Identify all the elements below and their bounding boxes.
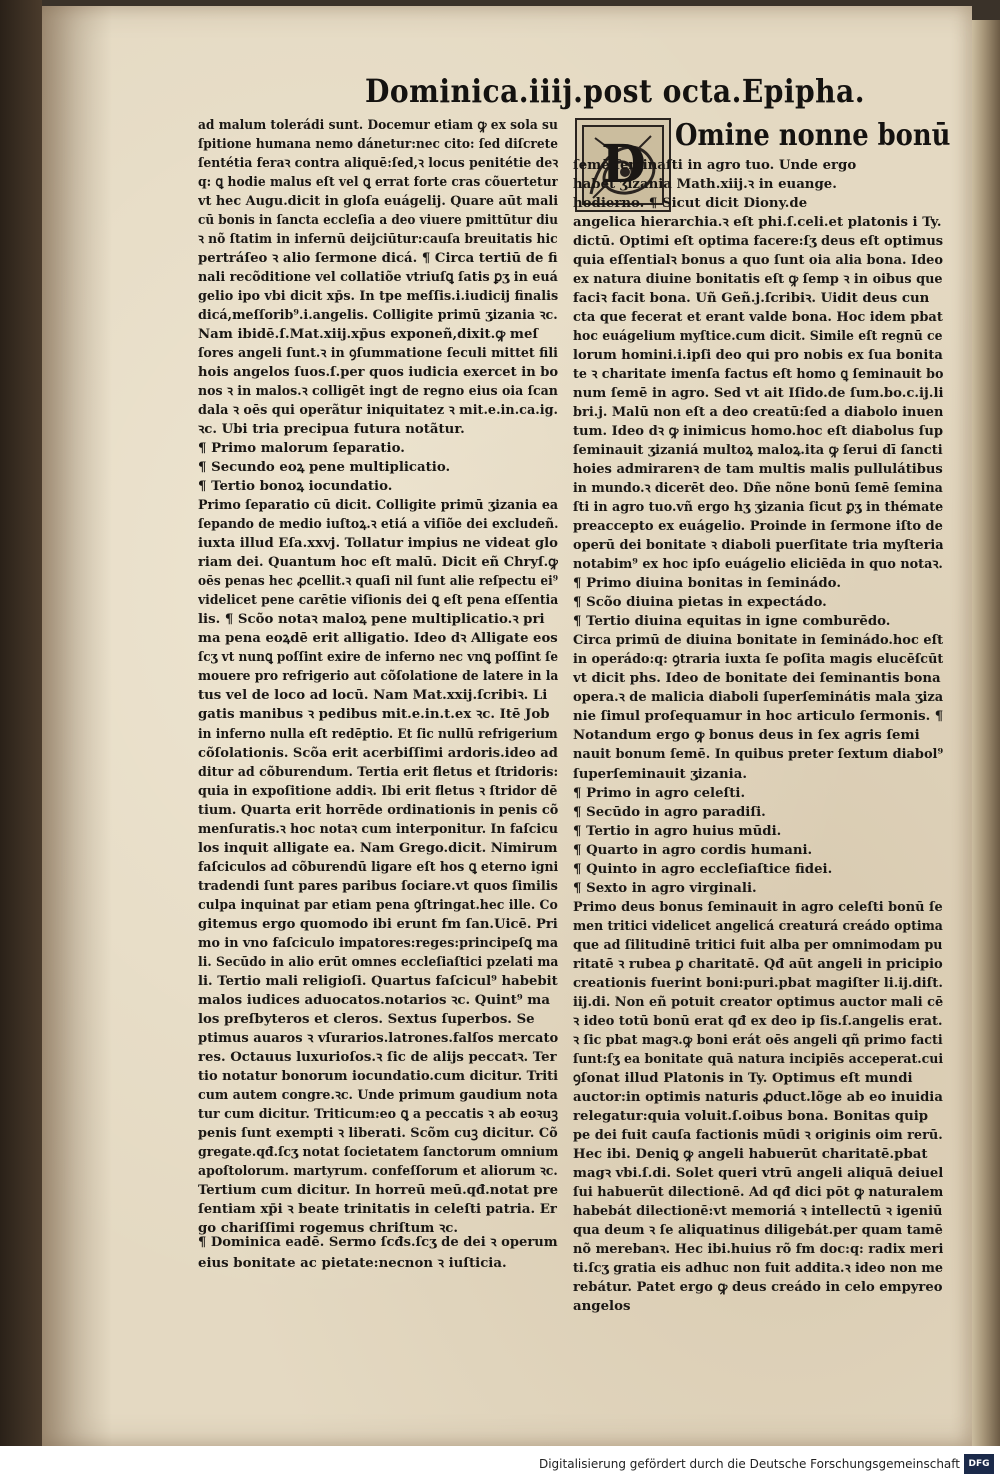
paragraph-mark-line: ¶ Tertio in agro huius mūdi.	[573, 823, 782, 839]
funding-credit: Digitalisierung gefördert durch die Deutsche Forschungsgemeinschaft	[538, 1457, 960, 1471]
text-line: los inquit alligate ea. Nam Grego.dicit. Nimirum	[198, 840, 558, 856]
text-line: preaccepto ex euágelio. Proinde in ſermone iſto de	[573, 519, 943, 535]
text-line: gatis manibus ꝛ pedibus mit.e.in.t.ex ꝛc. Itē Job	[198, 707, 550, 723]
text-line: faciꝛ facit bona. Uñ Geñ.j.ſcribiꝛ. Uidit deus cun	[573, 291, 930, 307]
text-line: dictū. Optimi eſt optima facere:ſʒ deus eſt optimus	[573, 234, 943, 250]
text-line: ad malum tolerádi sunt. Docemur etiam ꝙ ex sola su	[198, 118, 558, 133]
text-line: ſemē ſeminaſti in agro tuo. Unde ergo	[573, 158, 857, 173]
paragraph-mark-line: ¶ Primo diuina bonitas in ſeminádo.	[573, 576, 841, 592]
text-line: bri.j. Malū non eſt a deo creatū:ſed a diabolo inuen	[573, 405, 943, 421]
text-line: relegatur:quia voluit.ſ.oibus bona. Bonitas quip	[573, 1108, 929, 1124]
text-line: in mundo.ꝛ dicerēt deo. Dñe nõne bonū ſemē ſemina	[573, 481, 943, 497]
running-header: Dominica.iiij.post octa.Epipha.	[365, 72, 865, 110]
paragraph-mark-line: ¶ Secūdo in agro paradiſi.	[573, 804, 766, 820]
text-line: in operádo:q: ꝯtraria iuxta ſe poſita magis elucēſcūt	[573, 652, 944, 668]
book-gutter-shadow	[0, 0, 42, 1446]
text-line: lis. ¶ Scõo notaꝛ maloꝝ pene multiplicatio.ꝛ pri	[198, 612, 545, 628]
text-line: dicá,meſſorib⁹.i.angelis. Colligite primū ʒizania ꝛc.	[198, 308, 558, 324]
paragraph-mark-line: ¶ Sexto in agro virginali.	[573, 880, 757, 896]
text-line: ſuperſeminauit ʒizania.	[573, 766, 747, 782]
text-line: ſepando de medio iuſtoꝝ.ꝛ etiá a viſiõe dei excludeñ.	[198, 517, 559, 533]
opening-words: Omine nonne bonū	[675, 118, 951, 153]
text-line: ditur ad cõburendum. Tertia erit fletus et ſtridoris:	[198, 764, 559, 780]
text-line: ſores angeli ſunt.ꝛ in ꝯſummatione ſeculi mittet fili	[198, 346, 558, 362]
text-line: Primo deus bonus ſeminauit in agro celeſti bonū ſe	[573, 899, 943, 915]
text-line: magꝛ vbi.ſ.di. Solet queri vtrū angeli aliquā deiuel	[573, 1165, 944, 1181]
text-line: ritatē ꝛ rubea ꝑ charitatē. Qđ aūt angeli in pricipio	[573, 956, 943, 972]
text-line: malos iudices aduocatos.notarios ꝛc. Quint⁹ ma	[198, 992, 550, 1008]
text-line: Circa primū de diuina bonitate in ſeminádo.hoc eſt	[573, 633, 944, 649]
page-fold-shadow	[42, 6, 112, 1446]
page-stack-edge	[972, 20, 1000, 1446]
text-line: videlicet pene carētie viſionis dei ꝗ eſt pena eſſentia	[198, 593, 559, 609]
text-line: gregate.qđ.ſcʒ notat ſocietatem ſanctorum omnium	[198, 1144, 559, 1160]
text-line: men tritici videlicet angelicá creaturá creádo optima	[573, 918, 943, 934]
dfg-logo-icon: DFG	[964, 1454, 994, 1474]
paragraph-mark-line: ¶ Quarto in agro cordis humani.	[573, 842, 813, 858]
text-line: dala ꝛ oēs qui operãtur iniquitatez ꝛ mit.e.in.ca.ig.	[198, 403, 559, 419]
left-text-column	[198, 116, 558, 1238]
text-line: quia in expoſitione addiꝛ. Ibi erit fletus ꝛ ſtridor dē	[198, 783, 558, 799]
digitization-footer	[0, 1446, 1000, 1483]
text-line: quia eſſentialꝛ bonus a quo ſunt oia alia bona. Ideo	[573, 253, 944, 269]
text-line: Nam ibidē.ſ.Mat.xiij.xp̄us exponeñ,dixit.ꝙ meſ	[198, 327, 539, 343]
text-line: oēs penas hec ꝓcellit.ꝛ quaſi nil ſunt alie reſpectu ei⁹	[198, 574, 559, 590]
text-line: tium. Quarta erit horrēde ordinationis in penis cõ	[198, 802, 558, 818]
paragraph-mark-line: ¶ Tertio bonoꝝ iocundatio.	[198, 479, 393, 495]
text-line: rebátur. Patet ergo ꝙ deus creádo in celo empyreo	[573, 1279, 943, 1295]
text-line: cta que fecerat et erant valde bona. Hoc idem pbat	[573, 310, 943, 326]
text-line: te ꝛ charitate imenſa factus eſt homo ꝗ ſeminauit bo	[573, 367, 944, 383]
text-line: pe dei fuit cauſa factionis mūdi ꝛ originis oim rerū.	[573, 1127, 943, 1143]
text-line: ꝛc. Ubi tria precipua futura notãtur.	[198, 422, 465, 438]
text-line: iuxta illud Eſa.xxvj. Tollatur impius ne videat glo	[198, 536, 558, 552]
closing-rubric	[198, 1232, 558, 1274]
text-line: iij.di. Non eñ potuit creator optimus auctor mali cē	[573, 994, 944, 1010]
text-line: Primo ſeparatio cū dicit. Colligite primū ʒizania ea	[198, 498, 559, 514]
text-line: tur cum dicitur. Triticum:eo ꝗ a peccatis ꝛ ab eoꝛuꝫ	[198, 1106, 558, 1122]
text-line: lorum homini.i.ipſi deo qui pro nobis ex ſua bonita	[573, 348, 943, 364]
text-line: ptimus auaros ꝛ vſurarios.latrones.falſos mercato	[198, 1030, 559, 1046]
text-line: auctor:in optimis naturis ꝓduct.lõge ab eo inuidia	[573, 1089, 943, 1105]
text-line: in inferno nulla eſt redēptio. Et ſic nullū refrigerium	[198, 726, 558, 742]
text-line: hoies admirarenꝛ de tam multis malis pullulátibus	[573, 462, 943, 478]
text-line: cum autem congre.ꝛc. Unde primum gaudium nota	[198, 1087, 558, 1103]
text-line: tum. Ideo dꝛ ꝙ inimicus homo.hoc eſt diabolus ſup	[573, 424, 944, 440]
text-line: ſti in agro tuo.vñ ergo hʒ ʒizania ſicut ꝑʒ in thémate	[573, 500, 944, 516]
paragraph-mark-line: ¶ Primo malorum ſeparatio.	[198, 441, 405, 457]
text-line: operū dei bonitate ꝛ diaboli puerſitate tria myſteria	[573, 538, 944, 554]
text-line: ſpitione humana nemo dánetur:nec cito: ſed diſcrete	[198, 137, 558, 153]
paragraph-mark-line: ¶ Secundo eoꝝ pene multiplicatio.	[198, 460, 451, 476]
text-line: vt hec Augu.dicit in gloſa euágelij. Quare aūt mali	[198, 194, 558, 210]
text-line: gitemus ergo quomodo ibi erunt fm ſan.Uicē. Pri	[198, 916, 558, 932]
text-line: ꝛ ſic pbat magꝛ.ꝙ boni erát oēs angeli qñ primo facti	[573, 1032, 943, 1048]
text-line: habebát dilectionē:vt memoriá ꝛ intellectū ꝛ igeniū	[573, 1203, 943, 1219]
right-text-column	[573, 156, 943, 1316]
text-line: Notandum ergo ꝙ bonus deus in ſex agris ſemi	[573, 728, 920, 744]
text-line: vt dicit phs. Ideo de bonitate dei ſeminantis bona	[573, 671, 941, 687]
text-line: penis ſunt exempti ꝛ liberati. Scõm cuꝫ dicitur. Cõ	[198, 1125, 558, 1141]
text-line: go chariſſimi rogemus chriſtum ꝛc.	[198, 1220, 459, 1236]
rubric-line: ¶ Dominica eadē. Sermo ſcđs.ſcʒ de dei ꝛ operum	[198, 1235, 558, 1250]
text-line: ꝛ ideo totū bonū erat qđ ex deo ip ſis.ſ.angelis erat.	[573, 1013, 943, 1029]
text-line: num ſemē in agro. Sed vt ait Iſido.de ſum.bo.c.ij.li	[573, 386, 944, 402]
text-line: ꝯſonat illud Platonis in Ty. Optimus eſt mundi	[573, 1070, 913, 1086]
text-line: pertráſeo ꝛ alio ſermone dicá. ¶ Circa tertiū de fi	[198, 251, 558, 267]
text-line: li. Secūdo in alio erūt omnes eccleſiaſtici pzelati ma	[198, 954, 559, 970]
text-line: res. Octauus luxurioſos.ꝛ ſic de alijs peccatꝛ. Ter	[198, 1049, 557, 1065]
text-line: qua deum ꝛ ſe aliquatinus diligebát.per quam tamē	[573, 1222, 943, 1238]
text-line: cū bonis in ſancta eccleſia a deo viuere pmittūtur diu	[198, 213, 558, 229]
svg-text:D: D	[601, 134, 647, 195]
text-line: cõſolationis. Scõa erit acerbiſſimi ardoris.ideo ad	[198, 745, 558, 761]
text-line: ꝛ nõ ſtatim in infernū deijciūtur:cauſa breuitatis hic	[198, 232, 558, 248]
text-line: faſciculos ad cõburendū ligare eſt hos ꝗ eterno igni	[198, 859, 559, 875]
text-line: hodierno. ¶ Sicut dicit Diony.de	[573, 196, 808, 212]
text-line: nauit bonum ſemē. In quibus preter ſextum diabol⁹	[573, 747, 943, 763]
text-line: nie ſimul proſequamur in hoc articulo ſermonis. ¶	[573, 709, 944, 725]
text-line: angelos	[573, 1298, 631, 1314]
text-line: los preſbyteros et cleros. Sextus ſuperbos. Se	[198, 1011, 535, 1027]
text-line: tradendi ſunt pares paribus ſociare.vt quos ſimilis	[198, 878, 558, 894]
text-line: ſeminauit ʒizaniá multoꝝ maloꝝ.ita ꝙ ſerui dī ſancti	[573, 443, 943, 459]
text-line: angelica hierarchia.ꝛ eſt phi.ſ.celi.et platonis i Ty.	[573, 215, 942, 231]
paragraph-mark-line: ¶ Primo in agro celeſti.	[573, 785, 746, 801]
text-line: nali recõditione vel collatiõe vtriuſꝗ ſatis ꝑʒ in euá	[198, 270, 558, 286]
paragraph-mark-line: ¶ Scõo diuina pietas in expectádo.	[573, 595, 827, 611]
text-line: ma pena eoꝝdē erit alligatio. Ideo dꝛ Alligate eos	[198, 631, 558, 647]
text-line: notabim⁹ ex hoc ipſo euágelio eliciēda in quo notaꝛ.	[573, 557, 943, 573]
rubric-line: eius bonitate ac pietate:necnon ꝛ iuſticia.	[198, 1256, 507, 1271]
paragraph-mark-line: ¶ Quinto in agro eccleſiaſtice fidei.	[573, 861, 833, 877]
text-line: ex natura diuine bonitatis eſt ꝙ ſemp ꝛ in oibus que	[573, 272, 943, 288]
text-line: ſui habuerūt dilectionē. Ad qđ dici pōt ꝙ naturalem	[573, 1184, 944, 1200]
text-line: ſcʒ vt nunꝗ poſſint exire de inferno nec vnꝗ poſſint ſe	[198, 650, 558, 666]
text-line: apoſtolorum. martyrum. confeſſorum et aliorum ꝛc.	[198, 1163, 558, 1179]
text-line: creationis fuerint boni:puri.pbat magiſter li.ij.diſt.	[573, 975, 943, 991]
text-line: que ad ſilitudinē tritici fuit alba per omnimodam pu	[573, 937, 943, 953]
text-line: hoc euágelium myſtice.cum dicit. Simile eſt regnū ce	[573, 329, 943, 345]
text-line: nõ merebanꝛ. Hec ibi.huius rõ fm doc:q: radix meri	[573, 1241, 944, 1257]
paragraph-mark-line: ¶ Tertio diuina equitas in igne comburēdo.	[573, 614, 891, 630]
text-line: li. Tertio mali religioſi. Quartus faſcicul⁹ habebit	[198, 973, 558, 989]
text-line: culpa inquinat par etiam pena ꝯſtringat.hec ille. Co	[198, 897, 558, 913]
text-line: hois angelos ſuos.ſ.per quos iudicia exercet in bo	[198, 365, 559, 381]
text-line: ſunt:ſʒ ea bonitate quā natura incipiēs acceperat.cui	[573, 1051, 944, 1067]
text-line: ti.ſcʒ gratia eis adhuc non fuit addita.ꝛ ideo non me	[573, 1260, 943, 1276]
text-line: gelio ipo vbi dicit xp̄s. In tpe meſſis.i.iudicij finalis	[198, 289, 558, 305]
text-line: mo in vno faſciculo impatores:reges:principeſꝗ ma	[198, 935, 558, 951]
text-line: ſentétia feraꝛ contra aliquē:ſed,ꝛ locus penitétie deꝛ	[198, 156, 559, 172]
text-line: riam dei. Quantum hoc eſt malū. Dicit eñ Chryſ.ꝙ	[198, 555, 558, 571]
text-line: mouere pro refrigerio aut cõſolatione de latere in la	[198, 669, 559, 685]
text-line: Tertium cum dicitur. In horreū meū.qđ.notat pre	[198, 1182, 559, 1198]
text-line: menſuratis.ꝛ hoc notaꝛ cum interponitur. In faſcicu	[198, 821, 559, 837]
text-line: q: ꝗ hodie malus eſt vel ꝗ errat forte cras cõuertetur	[198, 175, 558, 191]
text-line: nos ꝛ in malos.ꝛ colligēt ingt de regno eius oia ſcan	[198, 384, 558, 400]
text-line: opera.ꝛ de malicia diaboli ſuperſeminátis mala ʒiza	[573, 690, 944, 706]
text-line: tus vel de loco ad locū. Nam Mat.xxij.ſcribiꝛ. Li	[198, 688, 548, 704]
text-line: habet ʒizania Math.xiij.ꝛ in euange.	[573, 177, 837, 193]
text-line: ſentiam xp̄i ꝛ beate trinitatis in celeſti patria. Er	[198, 1201, 557, 1217]
text-line: Hec ibi. Deniꝗ ꝙ angeli habuerūt charitatē.pbat	[573, 1146, 928, 1162]
text-line: tio notatur bonorum iocundatio.cum dicitur. Triti	[198, 1068, 558, 1084]
